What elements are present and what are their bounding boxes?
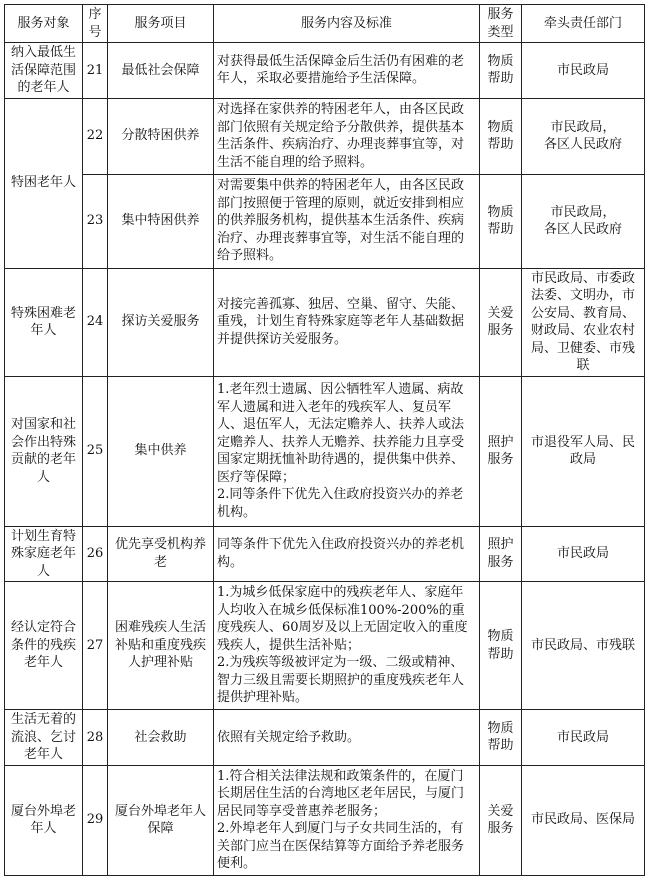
cell-no: 29 <box>83 765 108 875</box>
cell-content <box>214 376 480 526</box>
elderly-services-table <box>4 4 645 876</box>
cell-dept: 市退役军人局、民政局 <box>522 376 645 526</box>
table-row <box>5 43 645 99</box>
header-item: 服务项目 <box>108 5 214 43</box>
cell-target: 计划生育特殊家庭老年人 <box>5 526 83 582</box>
cell-item: 困难残疾人生活补贴和重度残疾人护理补贴 <box>108 582 214 710</box>
table-row <box>5 710 645 766</box>
header-no: 序号 <box>83 5 108 43</box>
cell-dept: 市民政局 <box>522 526 645 582</box>
table-row <box>5 582 645 710</box>
cell-no: 25 <box>83 376 108 526</box>
dept-text: 市民政局， 各区人民政府 <box>543 204 622 237</box>
cell-no: 27 <box>83 582 108 710</box>
cell-type: 照护服务 <box>480 376 522 526</box>
cell-content <box>214 765 480 875</box>
cell-item: 优先享受机构养老 <box>108 526 214 582</box>
table-row <box>5 268 645 376</box>
cell-no: 23 <box>83 174 108 268</box>
cell-item: 集中特困供养 <box>108 174 214 268</box>
cell-content: 对需要集中供养的特困老年人，由各区民政部门按照便于管理的原则，就近安排到相应的供养服务机构，提供基本生活条件、疾病治疗、办理丧葬事宜等，对生活不能自理的给予照料。 <box>214 174 480 268</box>
table-row <box>5 174 645 268</box>
cell-item: 集中供养 <box>108 376 214 526</box>
header-target: 服务对象 <box>5 5 83 43</box>
header-type: 服务类型 <box>480 5 522 43</box>
header-row <box>5 5 645 43</box>
table-row <box>5 765 645 875</box>
header-dept: 牵头责任部门 <box>522 5 645 43</box>
table-row <box>5 376 645 526</box>
content-text: 1.老年烈士遗属、因公牺牲军人遗属、病故军人遗属和进入老年的残疾军人、复员军人、退伍军人，无法定赡养人、扶养人或法定赡养人、扶养人无赡养、扶养能力且享受国家定期抚恤补助待遇的，提供集中供养、医疗等保障； 2.同等条件下优先入住政府投资兴办的养老机构。 <box>217 382 465 520</box>
cell-type: 物质帮助 <box>480 582 522 710</box>
cell-dept: 市民政局、市委政法委、文明办，市公安局、教育局、财政局、农业农村局、卫健委、市残联 <box>522 268 645 376</box>
cell-item: 分散特困供养 <box>108 98 214 174</box>
cell-content <box>214 582 480 710</box>
cell-target: 厦台外埠老年人 <box>5 765 83 875</box>
cell-target: 特困老年人 <box>5 98 83 268</box>
cell-content: 对选择在家供养的特困老年人，由各区民政部门依照有关规定给予分散供养，提供基本生活条件、疾病治疗、办理丧葬事宜等，对生活不能自理的给予照料。 <box>214 98 480 174</box>
cell-type: 物质帮助 <box>480 98 522 174</box>
cell-type: 物质帮助 <box>480 710 522 766</box>
cell-target: 特殊困难老年人 <box>5 268 83 376</box>
cell-no: 22 <box>83 98 108 174</box>
header-content: 服务内容及标准 <box>214 5 480 43</box>
cell-content: 依照有关规定给予救助。 <box>214 710 480 766</box>
cell-item: 厦台外埠老年人保障 <box>108 765 214 875</box>
cell-dept: 市民政局 <box>522 43 645 99</box>
cell-target: 对国家和社会作出特殊贡献的老年人 <box>5 376 83 526</box>
cell-item: 最低社会保障 <box>108 43 214 99</box>
cell-item: 探访关爱服务 <box>108 268 214 376</box>
cell-no: 26 <box>83 526 108 582</box>
cell-type: 物质帮助 <box>480 43 522 99</box>
cell-dept: 市民政局 <box>522 710 645 766</box>
cell-type: 照护服务 <box>480 526 522 582</box>
cell-content: 同等条件下优先入住政府投资兴办的养老机构。 <box>214 526 480 582</box>
cell-content: 对获得最低生活保障金后生活仍有困难的老年人，采取必要措施给予生活保障。 <box>214 43 480 99</box>
cell-no: 28 <box>83 710 108 766</box>
cell-no: 21 <box>83 43 108 99</box>
cell-item: 社会救助 <box>108 710 214 766</box>
cell-target: 经认定符合条件的残疾老年人 <box>5 582 83 710</box>
cell-target: 纳入最低生活保障范围的老年人 <box>5 43 83 99</box>
cell-dept: 市民政局、医保局 <box>522 765 645 875</box>
content-text: 1.符合相关法律法规和政策条件的，在厦门长期居住生活的台湾地区老年居民，与厦门居民同等享受普惠养老服务； 2.外埠老年人到厦门与子女共同生活的，有关部门应当在医保结算等方面给予养老服务便利。 <box>217 768 465 871</box>
cell-dept: 市民政局、市残联 <box>522 582 645 710</box>
table-row <box>5 526 645 582</box>
cell-dept <box>522 98 645 174</box>
cell-dept <box>522 174 645 268</box>
table-row <box>5 98 645 174</box>
cell-content: 对接完善孤寡、独居、空巢、留守、失能、重残，计划生育特殊家庭等老年人基础数据并提供探访关爱服务。 <box>214 268 480 376</box>
dept-text: 市民政局， 各区人民政府 <box>543 119 622 152</box>
cell-type: 关爱服务 <box>480 268 522 376</box>
cell-no: 24 <box>83 268 108 376</box>
cell-type: 关爱服务 <box>480 765 522 875</box>
content-text: 1.为城乡低保家庭中的残疾老年人、家庭年人均收入在城乡低保标准100%-200%的重度残疾人、60周岁及以上无固定收入的重度残疾人，提供生活补贴； 2.为残疾等级被评定为一级、二级或精神、智力三级且需要长期照护的重度残疾老年人提供护理补贴。 <box>217 585 468 706</box>
cell-type: 物质帮助 <box>480 174 522 268</box>
cell-target: 生活无着的流浪、乞讨老年人 <box>5 710 83 766</box>
